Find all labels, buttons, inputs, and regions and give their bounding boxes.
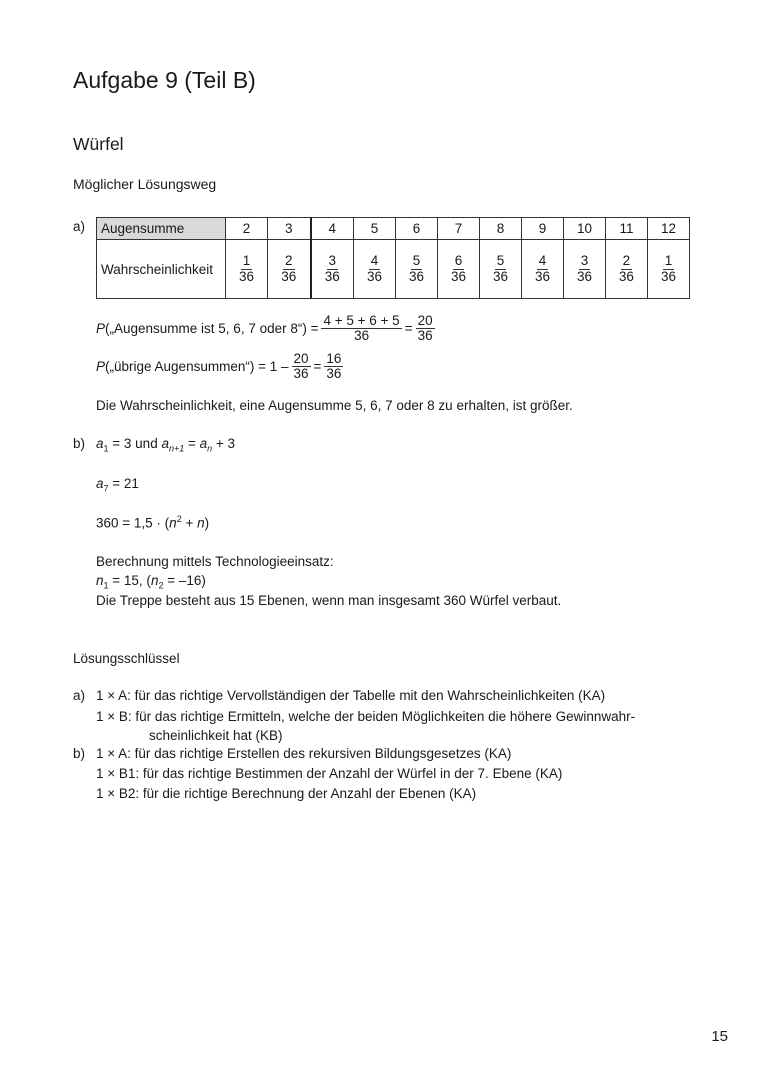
subscript: 1	[103, 443, 109, 454]
key-a-marker: a)	[73, 688, 86, 703]
part-b-marker: b)	[73, 436, 86, 451]
recursive-formula	[96, 436, 235, 454]
subscript: n	[207, 443, 213, 454]
formula-text: = 15, (	[108, 573, 151, 588]
sum-cell: 10	[563, 218, 605, 240]
subscript: 7	[103, 483, 109, 494]
probability-fraction	[407, 254, 426, 283]
probability-fraction	[659, 254, 678, 283]
equation-probability-5-8	[96, 314, 435, 343]
key-a2: 1 × B: für das richtige Ermitteln, welche der beiden Möglichkeiten die höhere Gewinnwahr-	[96, 709, 636, 724]
sum-cell: 3	[267, 218, 310, 240]
section-subtitle: Würfel	[73, 134, 124, 154]
probability-fraction	[617, 254, 636, 283]
equals-sign: =	[404, 321, 413, 337]
fraction-numerator: 3	[328, 253, 337, 269]
key-b3: 1 × B2: für die richtige Berechnung der Anzahl der Ebenen (KA)	[96, 786, 477, 801]
fraction-denominator: 36	[417, 328, 433, 344]
fraction-numerator: 5	[412, 253, 421, 269]
probability-cell	[267, 240, 310, 299]
sum-cell: 6	[396, 218, 438, 240]
sum-cell: 12	[647, 218, 689, 240]
probability-cell	[480, 240, 522, 299]
equation-probability-rest	[96, 352, 343, 381]
sum-cell: 8	[480, 218, 522, 240]
fraction-denominator: 36	[450, 268, 467, 284]
variable-a: a	[96, 436, 104, 451]
fraction-denominator: 36	[492, 268, 508, 284]
fraction-numerator: 4 + 5 + 6 + 5	[323, 313, 400, 328]
fraction-numerator: 4	[370, 253, 379, 269]
probability-cell	[521, 240, 563, 299]
equation-360	[96, 514, 209, 531]
key-b2: 1 × B1: für das richtige Bestimmen der Anzahl der Würfel in der 7. Ebene (KA)	[96, 766, 563, 781]
fraction-denominator: 36	[576, 268, 592, 284]
formula-text: = –16)	[163, 573, 206, 588]
subscript: 1	[103, 580, 109, 591]
fraction	[324, 352, 343, 381]
probability-symbol: P	[96, 359, 106, 375]
fraction-denominator: 36	[409, 268, 425, 284]
variable-a: a	[96, 476, 104, 491]
fraction-denominator: 36	[324, 268, 340, 284]
probability-cell	[226, 240, 268, 299]
equals-sign: =	[313, 359, 322, 375]
probability-row-header: Wahrscheinlichkeit	[97, 240, 226, 299]
probability-cell	[605, 240, 647, 299]
variable-n: n	[150, 573, 159, 588]
fraction-numerator: 1	[664, 253, 673, 269]
fraction-numerator: 2	[622, 253, 631, 269]
fraction	[416, 314, 435, 343]
fraction-numerator: 1	[242, 253, 251, 269]
sum-cell: 4	[311, 218, 354, 240]
subscript: n+1	[168, 443, 185, 454]
sum-cell: 7	[438, 218, 480, 240]
fraction-denominator: 36	[618, 268, 634, 284]
fraction	[292, 352, 311, 381]
fraction-denominator: 36	[354, 328, 370, 344]
probability-row	[97, 240, 690, 299]
probability-cell	[396, 240, 438, 299]
probability-cell	[438, 240, 480, 299]
key-title: Lösungsschlüssel	[73, 651, 180, 666]
final-answer: Die Treppe besteht aus 15 Ebenen, wenn man insgesamt 360 Würfel verbaut.	[96, 593, 562, 608]
variable-n: n	[96, 573, 104, 588]
fraction-denominator: 36	[367, 268, 383, 284]
probability-table	[96, 217, 690, 299]
fraction-denominator: 36	[293, 366, 309, 382]
subscript: 2	[158, 580, 164, 591]
probability-fraction	[279, 254, 298, 283]
equation-text: („übrige Augensummen“) = 1 –	[105, 359, 289, 375]
variable-n: n	[169, 515, 177, 531]
formula-text: +	[181, 515, 198, 531]
sum-row-header: Augensumme	[97, 218, 226, 240]
variable-a: a	[199, 436, 208, 451]
a7-value	[96, 476, 139, 494]
probability-fraction	[449, 254, 468, 283]
conclusion-text: Die Wahrscheinlichkeit, eine Augensumme 5, 6, 7 oder 8 zu erhalten, ist größer.	[96, 398, 573, 413]
probability-cell	[563, 240, 605, 299]
probability-fraction	[365, 254, 384, 283]
key-a1: 1 × A: für das richtige Vervollständigen der Tabelle mit den Wahrscheinlichkeiten (KA)	[96, 688, 606, 703]
fraction	[321, 314, 401, 343]
fraction-denominator: 36	[660, 268, 676, 284]
fraction-numerator: 5	[496, 253, 505, 269]
variable-n: n	[197, 515, 205, 531]
fraction-denominator: 36	[238, 268, 254, 284]
fraction-denominator: 36	[326, 366, 342, 382]
formula-text: 360 = 1,5 · (	[96, 515, 170, 531]
page-number: 15	[711, 1028, 728, 1045]
fraction-numerator: 20	[293, 351, 309, 366]
formula-text: =	[184, 436, 200, 451]
key-b1: 1 × A: für das richtige Erstellen des rekursiven Bildungsgesetzes (KA)	[96, 746, 512, 761]
equation-text: („Augensumme ist 5, 6, 7 oder 8“) =	[105, 321, 319, 337]
probability-fraction	[237, 254, 256, 283]
variable-a: a	[161, 436, 169, 451]
technology-line: Berechnung mittels Technologieeinsatz:	[96, 554, 334, 569]
fraction-numerator: 2	[284, 253, 293, 269]
formula-text: + 3	[212, 436, 236, 451]
sum-cell: 11	[605, 218, 647, 240]
sum-cell: 9	[521, 218, 563, 240]
formula-text: = 21	[108, 476, 139, 491]
fraction-numerator: 3	[580, 253, 589, 269]
formula-text: )	[204, 515, 210, 531]
formula-text: = 3 und	[108, 436, 162, 451]
probability-fraction	[491, 254, 510, 283]
key-a3: scheinlichkeit hat (KB)	[149, 728, 283, 743]
solution-values	[96, 573, 206, 591]
probability-fraction	[533, 254, 552, 283]
fraction-numerator: 20	[417, 313, 433, 328]
fraction-numerator: 6	[454, 253, 463, 269]
probability-cell	[311, 240, 354, 299]
fraction-numerator: 4	[538, 253, 547, 269]
fraction-denominator: 36	[534, 268, 550, 284]
probability-cell	[354, 240, 396, 299]
sum-cell: 5	[354, 218, 396, 240]
probability-fraction	[323, 254, 342, 283]
page-title: Aufgabe 9 (Teil B)	[73, 67, 256, 93]
solution-label: Möglicher Lösungsweg	[73, 176, 217, 192]
superscript: 2	[176, 514, 182, 524]
sum-cell: 2	[226, 218, 268, 240]
fraction-numerator: 16	[326, 351, 342, 366]
sum-row	[97, 218, 690, 240]
probability-cell	[647, 240, 689, 299]
part-a-marker: a)	[73, 219, 86, 234]
fraction-denominator: 36	[281, 268, 297, 284]
key-b-marker: b)	[73, 746, 86, 761]
probability-fraction	[575, 254, 594, 283]
probability-symbol: P	[96, 321, 106, 337]
